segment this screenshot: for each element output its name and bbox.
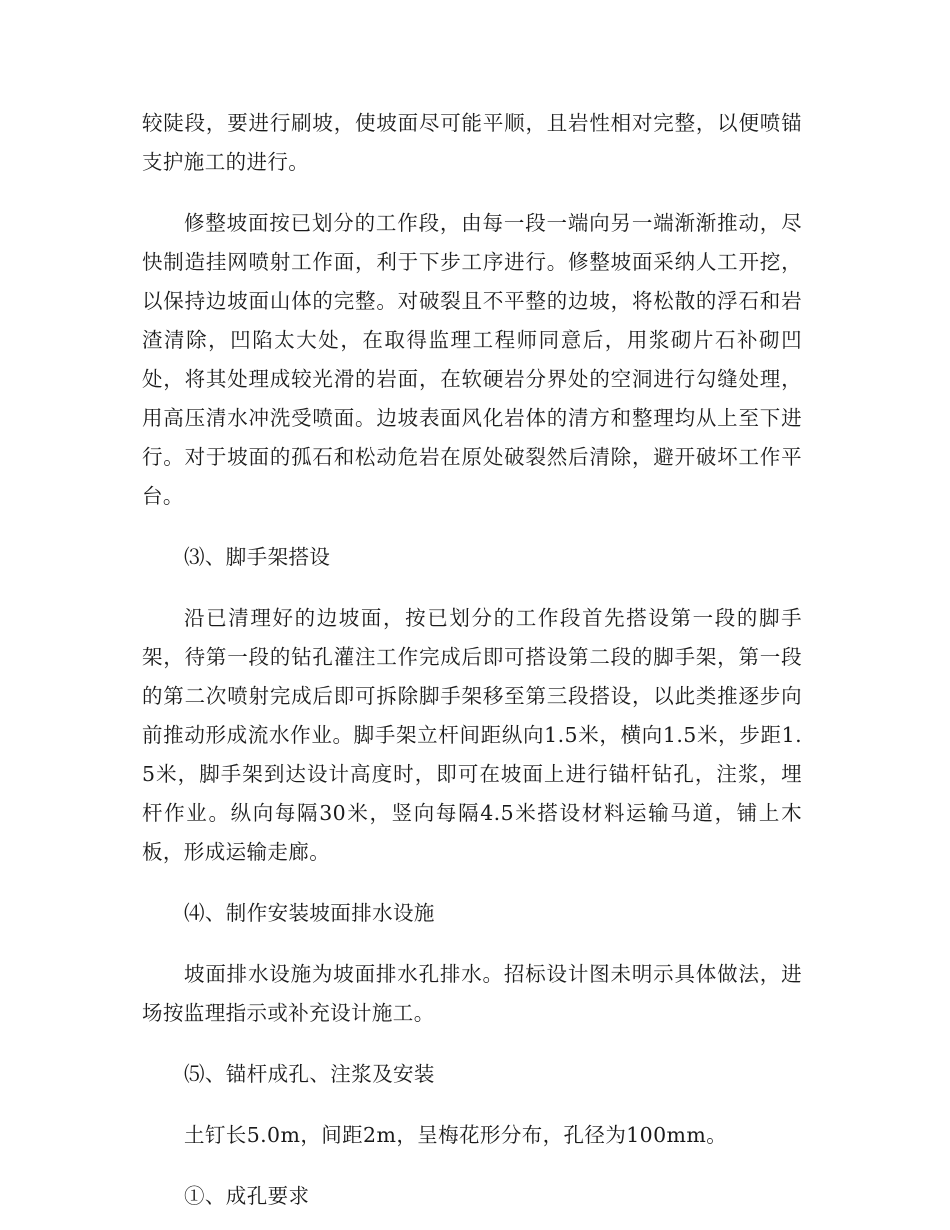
subheading-drilling-requirements: ①、成孔要求 (184, 1184, 310, 1208)
paragraph-soil-nail-spec: 土钉长5.0m，间距2m，呈梅花形分布，孔径为100mm。 (184, 1123, 728, 1147)
paragraph-scaffolding-details: 沿已清理好的边坡面，按已划分的工作段首先搭设第一段的脚手架，待第一段的钻孔灌注工作完成后即可搭设第二段的脚手架，第一段的第二次喷射完成后即可拆除脚手架移至第三段搭设，以此类推逐步向前推动形成流水作业。脚手架立杆间距纵向1.5米，横向1.5米，步距1.5米，脚手架到达设计高度时，即可在坡面上进行锚杆钻孔，注浆，埋杆作业。纵向每隔30米，竖向每隔4.5米搭设材料运输马道，铺上木板，形成运输走廊。 (142, 606, 802, 864)
section-heading-anchor-rods: ⑸、锚杆成孔、注浆及安装 (184, 1062, 435, 1086)
paragraph-drainage-details: 坡面排水设施为坡面排水孔排水。招标设计图未明示具体做法，进场按监理指示或补充设计施工。 (142, 962, 802, 1025)
section-heading-drainage: ⑷、制作安装坡面排水设施 (184, 901, 435, 925)
paragraph-slope-trimming-method: 修整坡面按已划分的工作段，由每一段一端向另一端渐渐推动，尽快制造挂网喷射工作面，利于下步工序进行。修整坡面采纳人工开挖，以保持边坡面山体的完整。对破裂且不平整的边坡，将松散的浮石和岩渣清除，凹陷太大处，在取得监理工程师同意后，用浆砌片石补砌凹处，将其处理成较光滑的岩面，在软硬岩分界处的空洞进行勾缝处理，用高压清水冲洗受喷面。边坡表面风化岩体的清方和整理均从上至下进行。对于坡面的孤石和松动危岩在原处破裂然后清除，避开破坏工作平台。 (142, 211, 802, 508)
paragraph-slope-trimming-intro: 较陡段，要进行刷坡，使坡面尽可能平顺，且岩性相对完整，以便喷锚支护施工的进行。 (142, 111, 802, 174)
section-heading-scaffolding: ⑶、脚手架搭设 (184, 545, 331, 569)
document-body (142, 104, 802, 1230)
